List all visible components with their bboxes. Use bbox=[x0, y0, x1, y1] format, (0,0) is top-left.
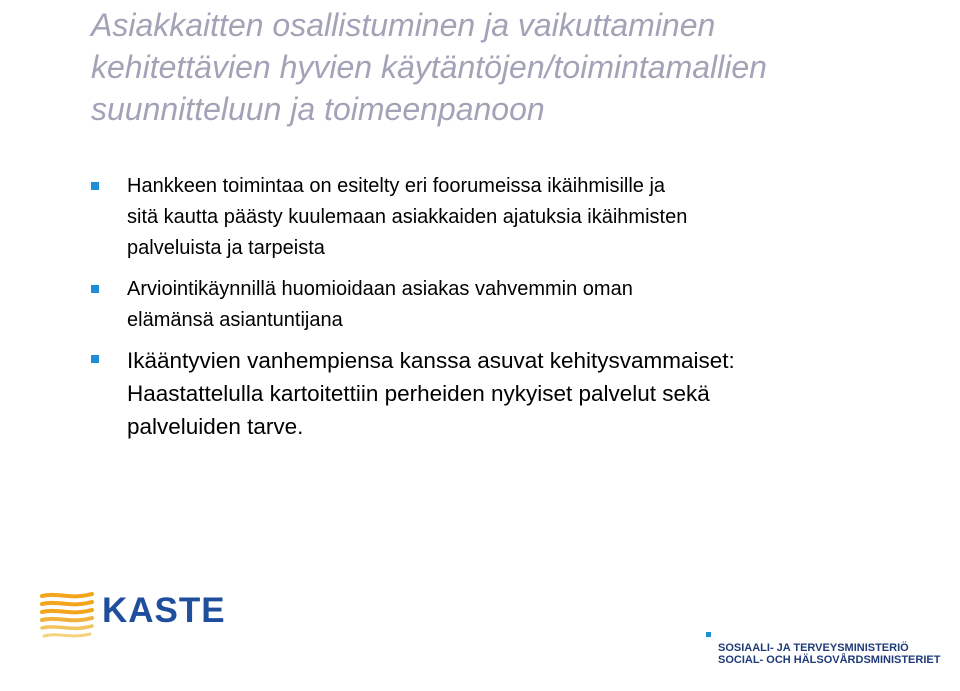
title-line: Asiakkaitten osallistuminen ja vaikuttaminen bbox=[91, 7, 716, 43]
bullet-text-line: palveluista ja tarpeista bbox=[127, 237, 325, 259]
bullet-item bbox=[90, 344, 910, 443]
bullet-item bbox=[90, 274, 910, 336]
kaste-wave-icon bbox=[40, 592, 96, 640]
bullet-text-line: Ikääntyvien vanhempiensa kanssa asuvat kehitysvammaiset: bbox=[127, 348, 735, 373]
title-line: suunnitteluun ja toimeenpanoon bbox=[91, 91, 545, 127]
bullet-text-line: Arviointikäynnillä huomioidaan asiakas vahvemmin oman bbox=[127, 278, 633, 300]
bullet-text-line: sitä kautta päästy kuulemaan asiakkaiden ajatuksia ikäihmisten bbox=[127, 206, 688, 228]
kaste-logo bbox=[40, 591, 226, 642]
bullet-text-line: palveluiden tarve. bbox=[127, 414, 304, 439]
bullet-item bbox=[90, 171, 910, 264]
ministry-name-fi: SOSIAALI- JA TERVEYSMINISTERIÖ bbox=[718, 642, 909, 654]
slide-title bbox=[91, 4, 931, 130]
kaste-logo-text: KASTE bbox=[102, 591, 226, 630]
ministry-name-sv: SOCIAL- OCH HÄLSOVÅRDSMINISTERIET bbox=[718, 654, 941, 666]
ministry-logo bbox=[706, 632, 946, 672]
bullet-text-line: elämänsä asiantuntijana bbox=[127, 309, 343, 331]
ministry-square-icon bbox=[706, 632, 711, 637]
square-bullet-icon bbox=[91, 285, 99, 293]
bullet-text-line: Hankkeen toimintaa on esitelty eri foorumeissa ikäihmisille ja bbox=[127, 175, 666, 197]
square-bullet-icon bbox=[91, 355, 99, 363]
title-line: kehitettävien hyvien käytäntöjen/toimintamallien bbox=[91, 49, 767, 85]
bullet-list bbox=[90, 171, 910, 443]
bullet-text-line: Haastattelulla kartoitettiin perheiden nykyiset palvelut sekä bbox=[127, 381, 710, 406]
square-bullet-icon bbox=[91, 182, 99, 190]
